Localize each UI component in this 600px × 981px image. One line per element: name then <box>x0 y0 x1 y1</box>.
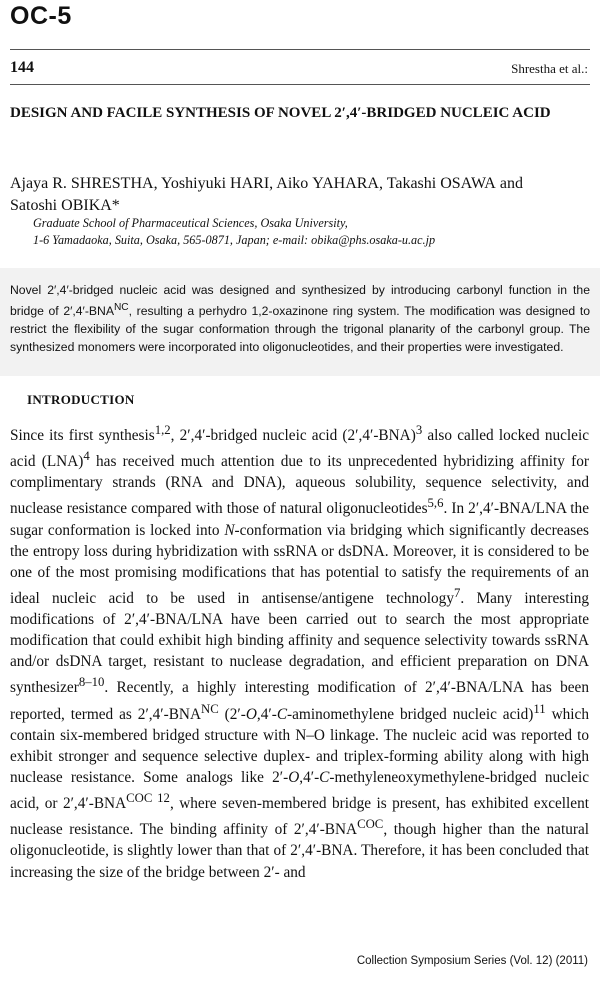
paragraph: Since its first synthesis$^{1,2}$, 2′,4′-bridged nucleic acid $(2',4'-BNA)^3$ also called locked nucleic acid (LNA)$^4$ has received much attention due to its unprecedented hybridizing affinity for complimentary strands (RNA and DNA), aqueous solubility, sequence selectivity, and nuclease resistance compared with those of natural oligonucleotides$^{5,6}$. In 2′,4′-BNA/LNA the sugar conformation is locked into N-conformation via bridging which significantly decreases the entropy loss during hybridization with ssRNA or dsDNA. Moreover, it is considered to be one of the most promising modifications that has potential to satisfy the requirements of an ideal nucleic acid to be used in antisense/antigene technology$^7$. Many interesting modifications of 2′,4′-BNA/LNA have been carried out to search the most appropriate modification that could exhibit high binding affinity and sequence selectivity towards ssRNA and/or dsDNA target, resistant to nuclease degradation, and efficient preparation on DNA synthesizer$^{8-10}$. Recently, a highly interesting modification of 2′,4′-BNA/LNA has been reported, termed as $2',4'-BNA^{NC}$ (2′-O,4′-C-aminomethylene bridged nucleic acid)$^{11}$ which contain six-membered bridged structure with N–O linkage. The nucleic acid was reported to exhibit stronger and sequence selective duplex- and triplex-forming ability along with high nuclease resistance. Some analogs like 2′-O,4′-C-methyleneoxymethylene-bridged nucleic acid, or $2',4'-BNA^{COC 12}$, where seven-membered bridge is present, has exhibited excellent nuclease resistance. The binding affinity of $2',4'-BNA^{COC}$, though higher than the natural oligonucleotide, is slightly lower than that of 2′,4′-BNA. Therefore, it has been concluded that increasing the size of the bridge between 2′- and <box>10 423 590 881</box>
footer-citation: Collection Symposium Series (Vol. 12) (2011) <box>356 955 588 967</box>
affiliation <box>33 215 588 249</box>
header-divider-top <box>10 49 590 50</box>
running-head: Shrestha et al.: <box>511 61 588 76</box>
affiliation-line: 1-6 Yamadaoka, Suita, Osaka, 565-0871, Japan; e-mail: obika@phs.osaka-u.ac.jp <box>33 233 436 247</box>
article-code: OC-5 <box>10 2 72 30</box>
author-name: Ajaya R. SHRESTHA <box>10 175 154 192</box>
author-name: Aiko YAHARA <box>276 175 379 192</box>
abstract: Novel 2′,4′-bridged nucleic acid was designed and synthesized by introducing carbonyl function in the bridge of $2',4'-BNA^{NC}$, resulting a perhydro 1,2-oxazinone ring system. The modification was designed to restrict the flexibility of the sugar conformation through the trigonal planarity of the carbonyl group. The synthesized monomers were incorporated into oligonucleotides, and their properties were investigated. <box>10 283 590 355</box>
article-title: DESIGN AND FACILE SYNTHESIS OF NOVEL 2′,4′-BRIDGED NUCLEIC ACID <box>10 105 551 121</box>
page-number: 144 <box>10 59 34 76</box>
section-heading: INTRODUCTION <box>27 392 135 407</box>
author-name: Takashi OSAWA <box>386 175 496 192</box>
header-divider-bottom <box>10 84 590 85</box>
author-name: Satoshi OBIKA* <box>10 197 120 214</box>
affiliation-line: Graduate School of Pharmaceutical Sciences, Osaka University, <box>33 216 348 230</box>
author-list: Ajaya R. SHRESTHA, Yoshiyuki HARI, Aiko YAHARA, Takashi OSAWA and Satoshi OBIKA* <box>10 175 523 214</box>
author-name: Yoshiyuki HARI <box>160 175 270 192</box>
introduction-body <box>10 420 589 883</box>
